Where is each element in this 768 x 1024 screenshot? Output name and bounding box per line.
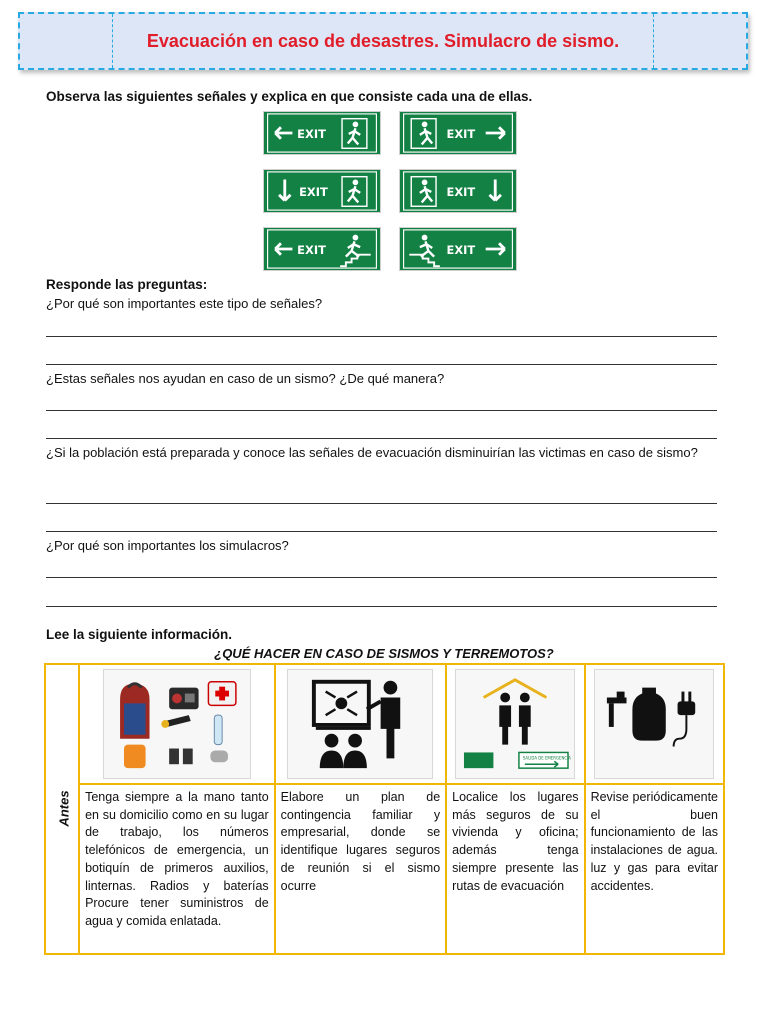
- exit-sign-label: EXIT: [446, 126, 476, 141]
- question-4: ¿Por qué son importantes los simulacros?: [46, 538, 289, 553]
- header-banner: [18, 12, 748, 70]
- info-cell-contingency-plan: Elabore un plan de contingencia familiar y empresarial, donde se identifique lugares seguros de reunión si el sismo ocurre: [275, 784, 447, 954]
- answer-line[interactable]: [46, 410, 717, 411]
- safe-places-illustration: [455, 669, 575, 779]
- exit-sign-down-arrow-door: [263, 169, 381, 213]
- emergency-exit-sign-text: SALIDA DE EMERGENCIA: [523, 755, 572, 761]
- exit-sign-stairs-right-arrow: [399, 227, 517, 271]
- exit-sign-label: EXIT: [297, 126, 326, 141]
- image-cell-contingency-plan: [275, 664, 447, 784]
- answer-line[interactable]: [46, 577, 717, 578]
- contingency-plan-illustration: [287, 669, 433, 779]
- info-table: [44, 663, 725, 955]
- page-title: Evacuación en caso de desastres. Simulacro de sismo.: [146, 31, 620, 51]
- exit-sign-door-right-arrow: [399, 111, 517, 155]
- read-instruction: Lee la siguiente información.: [46, 627, 233, 642]
- question-3: ¿Si la población está preparada y conoce las señales de evacuación disminuirían las victimas en caso de sismo?: [46, 445, 698, 460]
- answer-line[interactable]: [46, 438, 717, 439]
- emergency-kit-illustration: [103, 669, 251, 779]
- info-cell-safe-places: Localice los lugares más seguros de su vivienda y oficina; además tenga siempre presente las rutas de evacuación: [446, 784, 584, 954]
- respond-instruction: Responde las preguntas:: [46, 277, 208, 292]
- answer-line[interactable]: [46, 531, 717, 532]
- image-cell-safe-places: [446, 664, 584, 784]
- info-title: ¿QUÉ HACER EN CASO DE SISMOS Y TERREMOTOS?: [214, 646, 554, 661]
- question-1: ¿Por qué son importantes este tipo de señales?: [46, 296, 323, 311]
- exit-sign-label: EXIT: [446, 184, 476, 199]
- exit-sign-label: EXIT: [299, 184, 328, 199]
- image-cell-emergency-kit: [79, 664, 275, 784]
- row-label: Antes: [56, 790, 72, 827]
- exit-sign-left-arrow-stairs: [263, 227, 381, 271]
- exit-sign-label: EXIT: [297, 242, 326, 257]
- answer-line[interactable]: [46, 336, 717, 337]
- answer-line[interactable]: [46, 503, 717, 504]
- exit-sign-left-arrow-door: [263, 111, 381, 155]
- header-right-cell: [653, 14, 746, 68]
- question-2: ¿Estas señales nos ayudan en caso de un sismo? ¿De qué manera?: [46, 371, 445, 386]
- exit-sign-door-down-arrow: [399, 169, 517, 213]
- answer-line[interactable]: [46, 364, 717, 365]
- exit-sign-label: EXIT: [446, 242, 476, 257]
- utilities-illustration: [594, 669, 714, 779]
- image-cell-utilities: [585, 664, 724, 784]
- answer-line[interactable]: [46, 606, 717, 607]
- info-cell-utilities: Revise periódicamente el buen funcionamiento de las instalaciones de agua. luz y gas para evitar accidentes.: [585, 784, 724, 954]
- header-left-cell: [20, 14, 113, 68]
- info-cell-emergency-kit: Tenga siempre a la mano tanto en su domicilio como en su lugar de trabajo, los números telefónicos de emergencia, un botiquín de primeros auxilios, linternas. Radios y baterías Procure tener suministros de agua y comida enlatada.: [79, 784, 275, 954]
- row-label-cell: [45, 664, 79, 954]
- observe-instruction: Observa las siguientes señales y explica en que consiste cada una de ellas.: [46, 89, 533, 104]
